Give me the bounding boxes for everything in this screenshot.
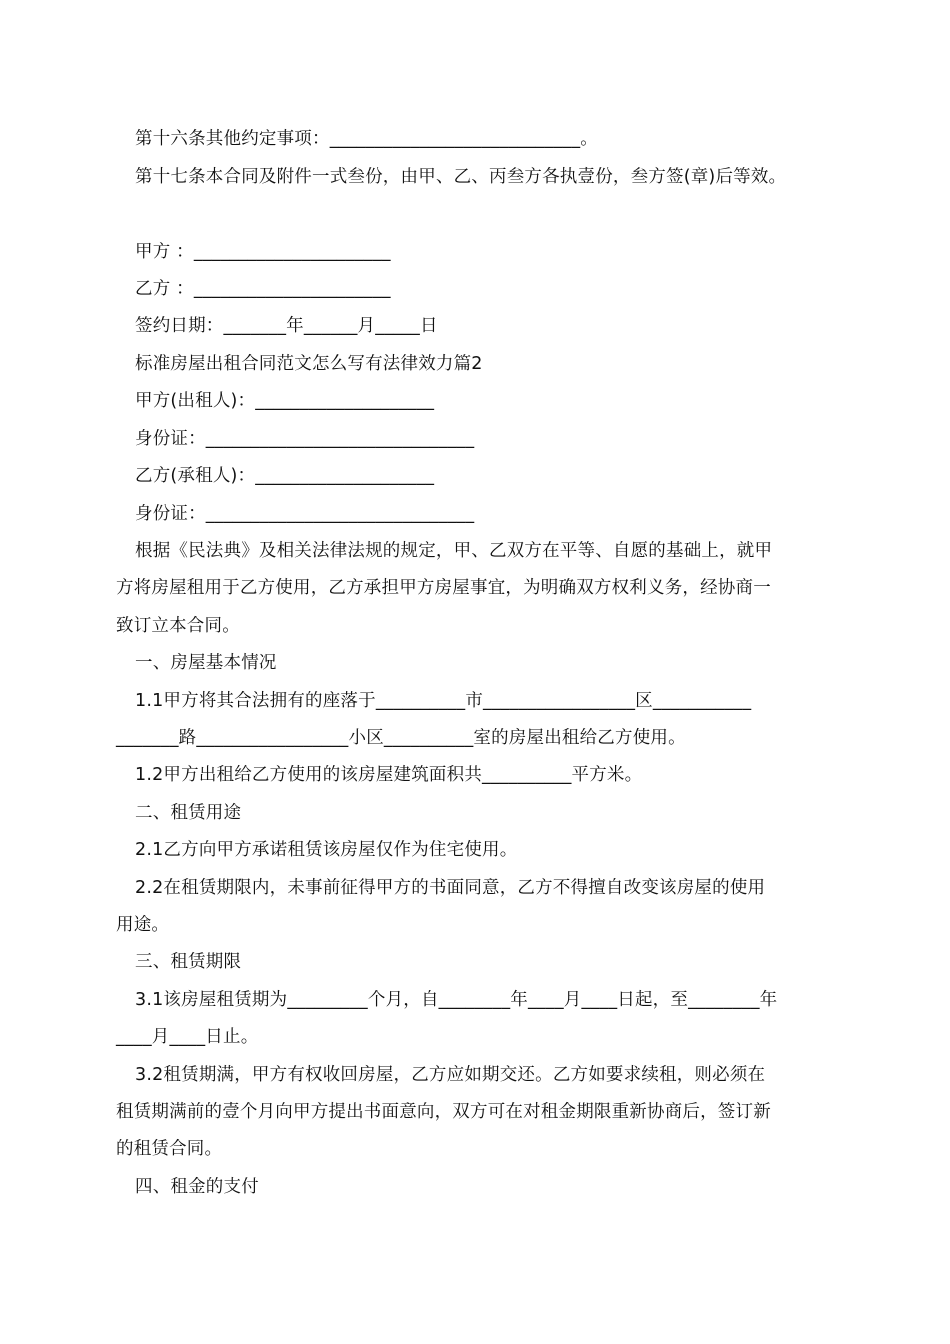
text-line: 第十七条本合同及附件一式叁份，由甲、乙、丙叁方各执壹份，叁方签(章)后等效。 <box>135 167 787 187</box>
signing-date-field: 签约日期：_______年______月_____日 <box>135 316 438 336</box>
heading-line: 四、租金的支付 <box>135 1177 259 1197</box>
id-field: 身份证：______________________________ <box>135 429 475 449</box>
clause-line: _______路_________________小区__________室的房屋出租给乙方使用。 <box>116 728 686 748</box>
clause-line: 2.1乙方向甲方承诺租赁该房屋仅作为住宅使用。 <box>135 840 518 860</box>
clause-line: 1.2甲方出租给乙方使用的该房屋建筑面积共__________平方米。 <box>135 765 643 785</box>
heading-line: 三、租赁期限 <box>135 952 242 972</box>
clause-line: ____月____日止。 <box>116 1027 259 1047</box>
clause-line: 2.2在租赁期限内，未事前征得甲方的书面同意，乙方不得擅自改变该房屋的使用 <box>135 878 766 898</box>
paragraph-line: 方将房屋租用于乙方使用，乙方承担甲方房屋事宜，为明确双方权利义务，经协商一 <box>116 578 771 598</box>
clause-line: 的租赁合同。 <box>116 1139 223 1159</box>
lessee-field: 乙方(承租人)：____________________ <box>135 466 435 486</box>
paragraph-line: 根据《民法典》及相关法律法规的规定，甲、乙双方在平等、自愿的基础上，就甲 <box>135 541 773 561</box>
clause-line: 3.2租赁期满，甲方有权收回房屋，乙方应如期交还。乙方如要求续租，则必须在 <box>135 1065 766 1085</box>
paragraph-line: 致订立本合同。 <box>116 616 240 636</box>
clause-line: 租赁期满前的壹个月向甲方提出书面意向，双方可在对租金期限重新协商后，签订新 <box>116 1102 771 1122</box>
id-field: 身份证：______________________________ <box>135 504 475 524</box>
clause-line: 3.1该房屋租赁期为_________个月，自________年____月____日起，至________年 <box>135 990 778 1010</box>
lessor-field: 甲方(出租人)：____________________ <box>135 391 435 411</box>
signature-field-party-a: 甲方 ：______________________ <box>135 242 391 262</box>
signature-field-party-b: 乙方 ：______________________ <box>135 279 391 299</box>
clause-line: 用途。 <box>116 915 170 935</box>
section-title: 标准房屋出租合同范文怎么写有法律效力篇2 <box>135 354 483 374</box>
heading-line: 一、房屋基本情况 <box>135 653 277 673</box>
text-line: 第十六条其他约定事项：____________________________。 <box>135 129 598 149</box>
heading-line: 二、租赁用途 <box>135 803 242 823</box>
clause-line: 1.1甲方将其合法拥有的座落于__________市_________________区___________ <box>135 691 752 711</box>
